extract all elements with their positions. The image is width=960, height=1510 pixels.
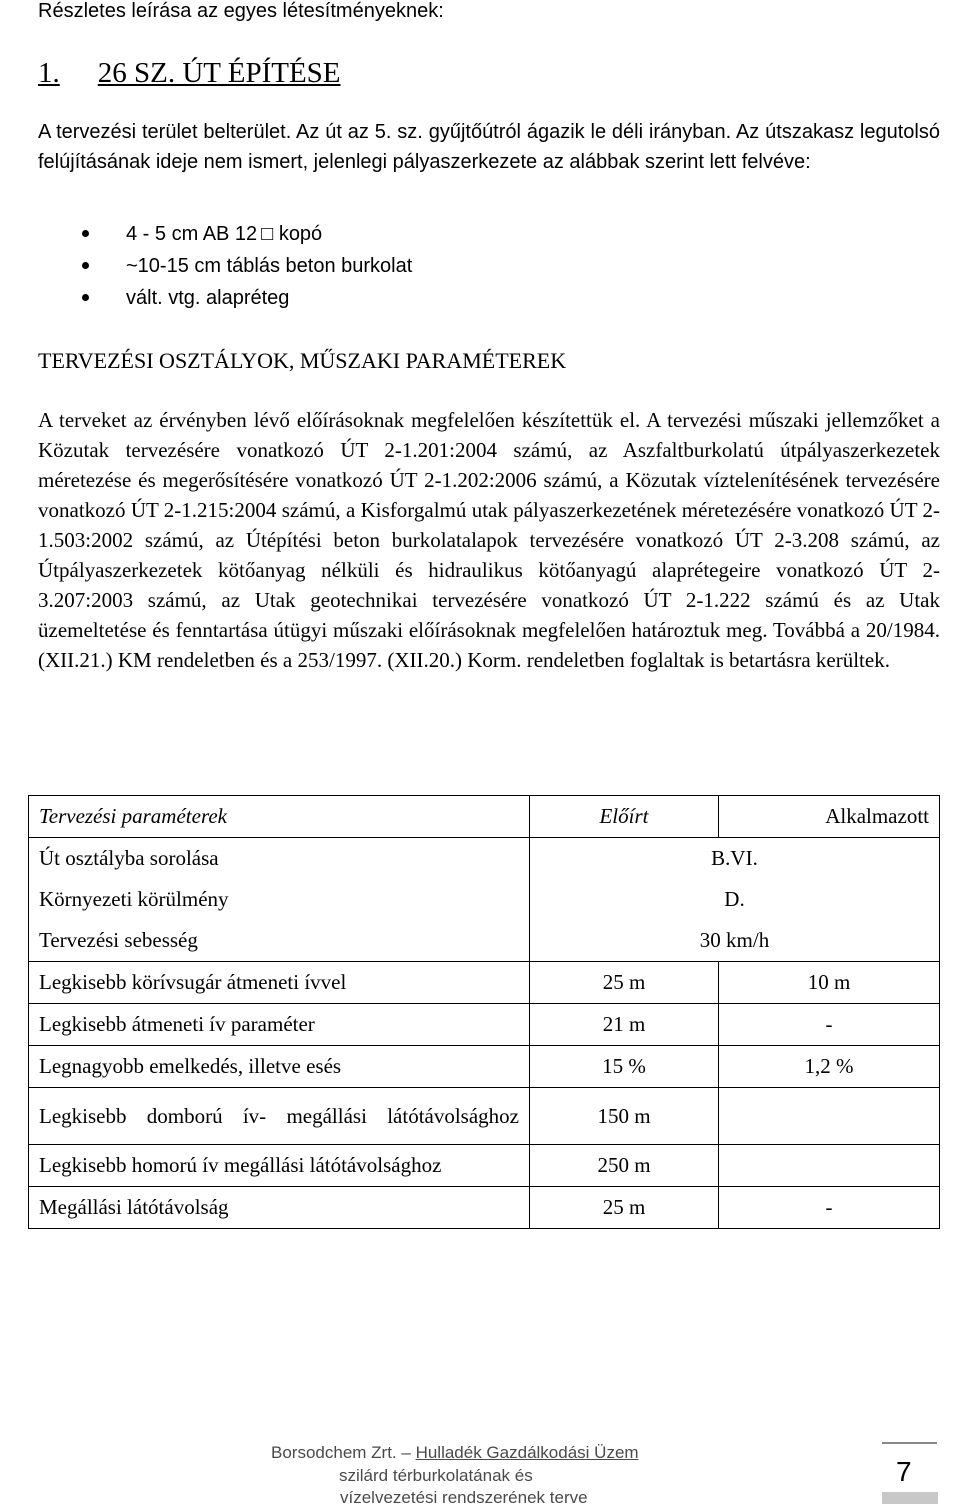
- list-item: 4 - 5 cm AB 12 □ kopó: [78, 220, 412, 252]
- row-label: Környezeti körülmény: [29, 879, 530, 920]
- regulations-paragraph: A terveket az érvényben lévő előírásoknak megfelelően készítettük el. A tervezési műszaki jellemzőket a Közutak tervezésére vonatkozó ÚT 2-1.201:2004 számú, az Aszfaltburkolatú útpályaszerkezetek méretezése és megerősítésére vonatkozó ÚT 2-1.202:2006 számú, a Közutak víztelenítésének tervezésére vonatkozó ÚT 2-1.215:2004 számú, a Kisforgalmú utak pályaszerkezetének méretezésére vonatkozó ÚT 2-1.503:2002 számú, az Útépítési beton burkolatalapok tervezésére vonatkozó ÚT 2-3.208 számú, az Útpályaszerkezetek kötőanyag nélküli és hidraulikus kötőanyagú alaprétegeire vonatkozó ÚT 2-3.207:2003 számú, az Utak geotechnikai tervezésére vonatkozó ÚT 2-1.222 számú és az Utak üzemeltetése és fenntartása útügyi műszaki előírásoknak megfelelően határoztuk meg. Továbbá a 20/1984. (XII.21.) KM rendeletben és a 253/1997. (XII.20.) Korm. rendeletben foglaltak is betartásra kerültek.: [38, 408, 940, 672]
- row-required: 21 m: [530, 1004, 719, 1046]
- footer-company: Borsodchem Zrt.: [271, 1443, 397, 1462]
- list-item: ~10-15 cm táblás beton burkolat: [78, 252, 412, 284]
- row-required: 150 m: [530, 1088, 719, 1145]
- table-row: [29, 1187, 940, 1229]
- footer-dash: –: [396, 1443, 416, 1462]
- header-required: Előírt: [530, 796, 719, 838]
- section-heading-1: [38, 57, 341, 90]
- row-applied: 10 m: [719, 962, 940, 1004]
- row-applied: [719, 1145, 940, 1187]
- row-value: D.: [530, 879, 940, 920]
- row-label: Út osztályba sorolása: [29, 838, 530, 880]
- bullet-list: [78, 220, 412, 316]
- row-label: Legkisebb homorú ív megállási látótávolsághoz: [29, 1145, 530, 1187]
- footer-divider: [882, 1442, 937, 1444]
- table-row: [29, 1046, 940, 1088]
- row-label: Megállási látótávolság: [29, 1187, 530, 1229]
- row-required: 15 %: [530, 1046, 719, 1088]
- header-parameters: Tervezési paraméterek: [29, 796, 530, 838]
- row-applied: -: [719, 1004, 940, 1046]
- row-applied: 1,2 %: [719, 1046, 940, 1088]
- row-label: Legnagyobb emelkedés, illetve esés: [29, 1046, 530, 1088]
- row-required: 250 m: [530, 1145, 719, 1187]
- section-heading-2: TERVEZÉSI OSZTÁLYOK, MŰSZAKI PARAMÉTEREK: [38, 348, 567, 373]
- table-header-row: [29, 796, 940, 838]
- footer-facility: Hulladék Gazdálkodási Üzem: [415, 1443, 639, 1462]
- row-label: Legkisebb átmeneti ív paraméter: [29, 1004, 530, 1046]
- bullet-icon: [82, 294, 89, 301]
- row-label: Tervezési sebesség: [29, 920, 530, 962]
- footer-line-3: vízelvezetési rendszerének terve: [340, 1488, 588, 1507]
- table-row: [29, 838, 940, 880]
- row-required: 25 m: [530, 1187, 719, 1229]
- intro-text: Részletes leírása az egyes létesítményeknek:: [38, 0, 444, 22]
- description-paragraph: A tervezési terület belterület. Az út az 5. sz. gyűjtőútról ágazik le déli irányban. Az útszakasz legutolsó felújításának ideje nem ismert, jelenlegi pályaszerkezete az alábbak szerint lett felvéve:: [38, 121, 940, 173]
- bullet-icon: [82, 262, 89, 269]
- parameters-table: [28, 795, 940, 1229]
- page-number: 7: [896, 1456, 912, 1487]
- bullet-icon: [82, 230, 89, 237]
- footer-line-2: szilárd térburkolatának és: [339, 1466, 533, 1485]
- table-row: [29, 1004, 940, 1046]
- footer-company-line: [271, 1443, 639, 1463]
- row-label: Legkisebb domború ív- megállási látótávolsághoz: [29, 1088, 530, 1145]
- footer-decoration-bar: [882, 1492, 938, 1504]
- row-applied: [719, 1088, 940, 1145]
- row-value: 30 km/h: [530, 920, 940, 962]
- row-value: B.VI.: [530, 838, 940, 880]
- section-title: 26 SZ. ÚT ÉPÍTÉSE: [97, 57, 341, 89]
- row-label: Legkisebb körívsugár átmeneti ívvel: [29, 962, 530, 1004]
- header-applied: Alkalmazott: [719, 796, 940, 838]
- table-row: [29, 962, 940, 1004]
- row-required: 25 m: [530, 962, 719, 1004]
- table-row: [29, 1145, 940, 1187]
- section-number: 1.: [38, 57, 60, 89]
- table-row: [29, 920, 940, 962]
- list-item: vált. vtg. alapréteg: [78, 284, 412, 316]
- table-row: [29, 879, 940, 920]
- row-applied: -: [719, 1187, 940, 1229]
- table-row: [29, 1088, 940, 1145]
